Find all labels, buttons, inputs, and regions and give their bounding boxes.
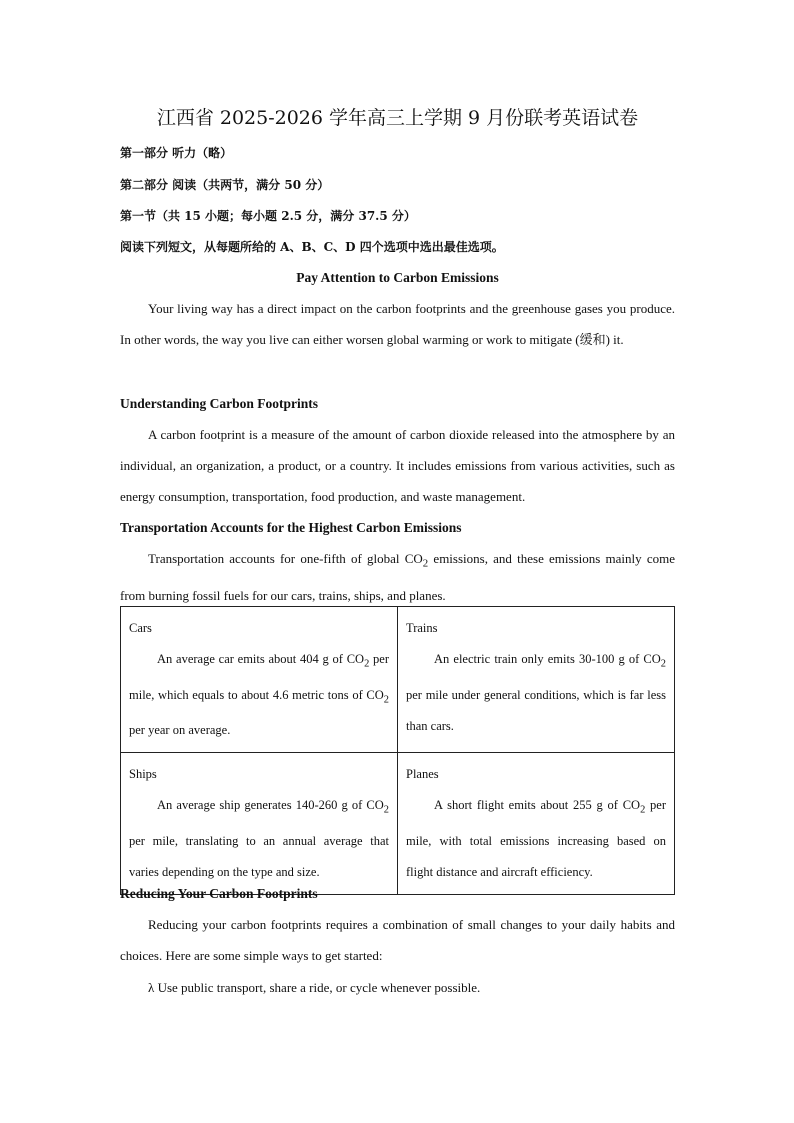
cars-text [129,644,389,746]
trains-cell [398,607,675,753]
trains-text-1: An electric train only emits 30-100 g of CO [434,652,661,666]
transport-paragraph [120,543,675,611]
understanding-heading: Understanding Carbon Footprints [120,396,319,411]
trains-title: Trains [406,621,438,635]
cars-title: Cars [129,621,152,635]
part-one-heading: 第一部分 听力（略） [120,146,233,160]
planes-text-2: per mile, with total emissions increasing based on flight distance and aircraft efficiency. [406,798,666,879]
co2-subscript: 2 [383,804,389,816]
part-two-heading: 第二部分 阅读（共两节，满分 50 分） [120,178,330,192]
intro-paragraph: Your living way has a direct impact on the carbon footprints and the greenhouse gases you produce. In other words, the way you live can either worsen global warming or work to mitigate (缓和) it. [120,301,675,347]
ships-cell [121,753,398,895]
trains-text [406,644,666,742]
transport-text-b: emissions, and these emissions mainly come from burning fossil fuels for our cars, trains, ships, and planes. [120,551,675,603]
co2-subscript: 2 [383,694,389,705]
ships-text-1: An average ship generates 140-260 g of CO [157,798,384,812]
co2-subscript: 2 [660,658,666,670]
planes-text-1: A short flight emits about 255 g of CO [434,798,641,812]
co2-subscript: 2 [422,557,429,570]
planes-title: Planes [406,767,439,781]
understanding-paragraph: A carbon footprint is a measure of the amount of carbon dioxide released into the atmosphere by an individual, an organization, a product, or a country. It includes emissions from various activities, such as energy consumption, transportation, food production, and waste management. [120,427,675,504]
planes-cell [398,753,675,895]
transport-text-a: Transportation accounts for one-fifth of global CO [148,551,423,566]
transport-emissions-table [120,606,675,895]
article-title: Pay Attention to Carbon Emissions [296,270,499,285]
bullet-icon: λ [148,980,155,995]
ships-text-2: per mile, translating to an annual average that varies depending on the type and size. [129,833,389,879]
ships-text [129,790,389,888]
table-row [121,607,675,753]
reading-instruction: 阅读下列短文，从每题所给的 A、B、C、D 四个选项中选出最佳选项。 [120,240,504,254]
co2-subscript: 2 [640,804,646,816]
exam-title: 江西省 2025-2026 学年高三上学期 9 月份联考英语试卷 [156,107,639,129]
cars-text-3: per year on average. [129,723,231,737]
cars-text-1: An average car emits about 404 g of CO [157,652,365,666]
reducing-paragraph: Reducing your carbon footprints requires a combination of small changes to your daily habits and choices. Here are some simple ways to get started: [120,917,675,963]
section-one-heading: 第一节（共 15 小题；每小题 2.5 分，满分 37.5 分） [120,209,416,223]
cars-cell [121,607,398,753]
trains-text-2: per mile under general conditions, which is far less than cars. [406,687,666,733]
cars-text-2: per mile, which equals to about 4.6 metric tons of CO [129,652,389,702]
transport-heading: Transportation Accounts for the Highest Carbon Emissions [120,520,462,535]
tip-list-item [148,979,480,997]
tip-text: Use public transport, share a ride, or cycle whenever possible. [157,980,481,995]
planes-text [406,790,666,888]
reducing-heading: Reducing Your Carbon Footprints [120,886,318,901]
co2-subscript: 2 [364,658,370,670]
table-row [121,753,675,895]
ships-title: Ships [129,767,157,781]
